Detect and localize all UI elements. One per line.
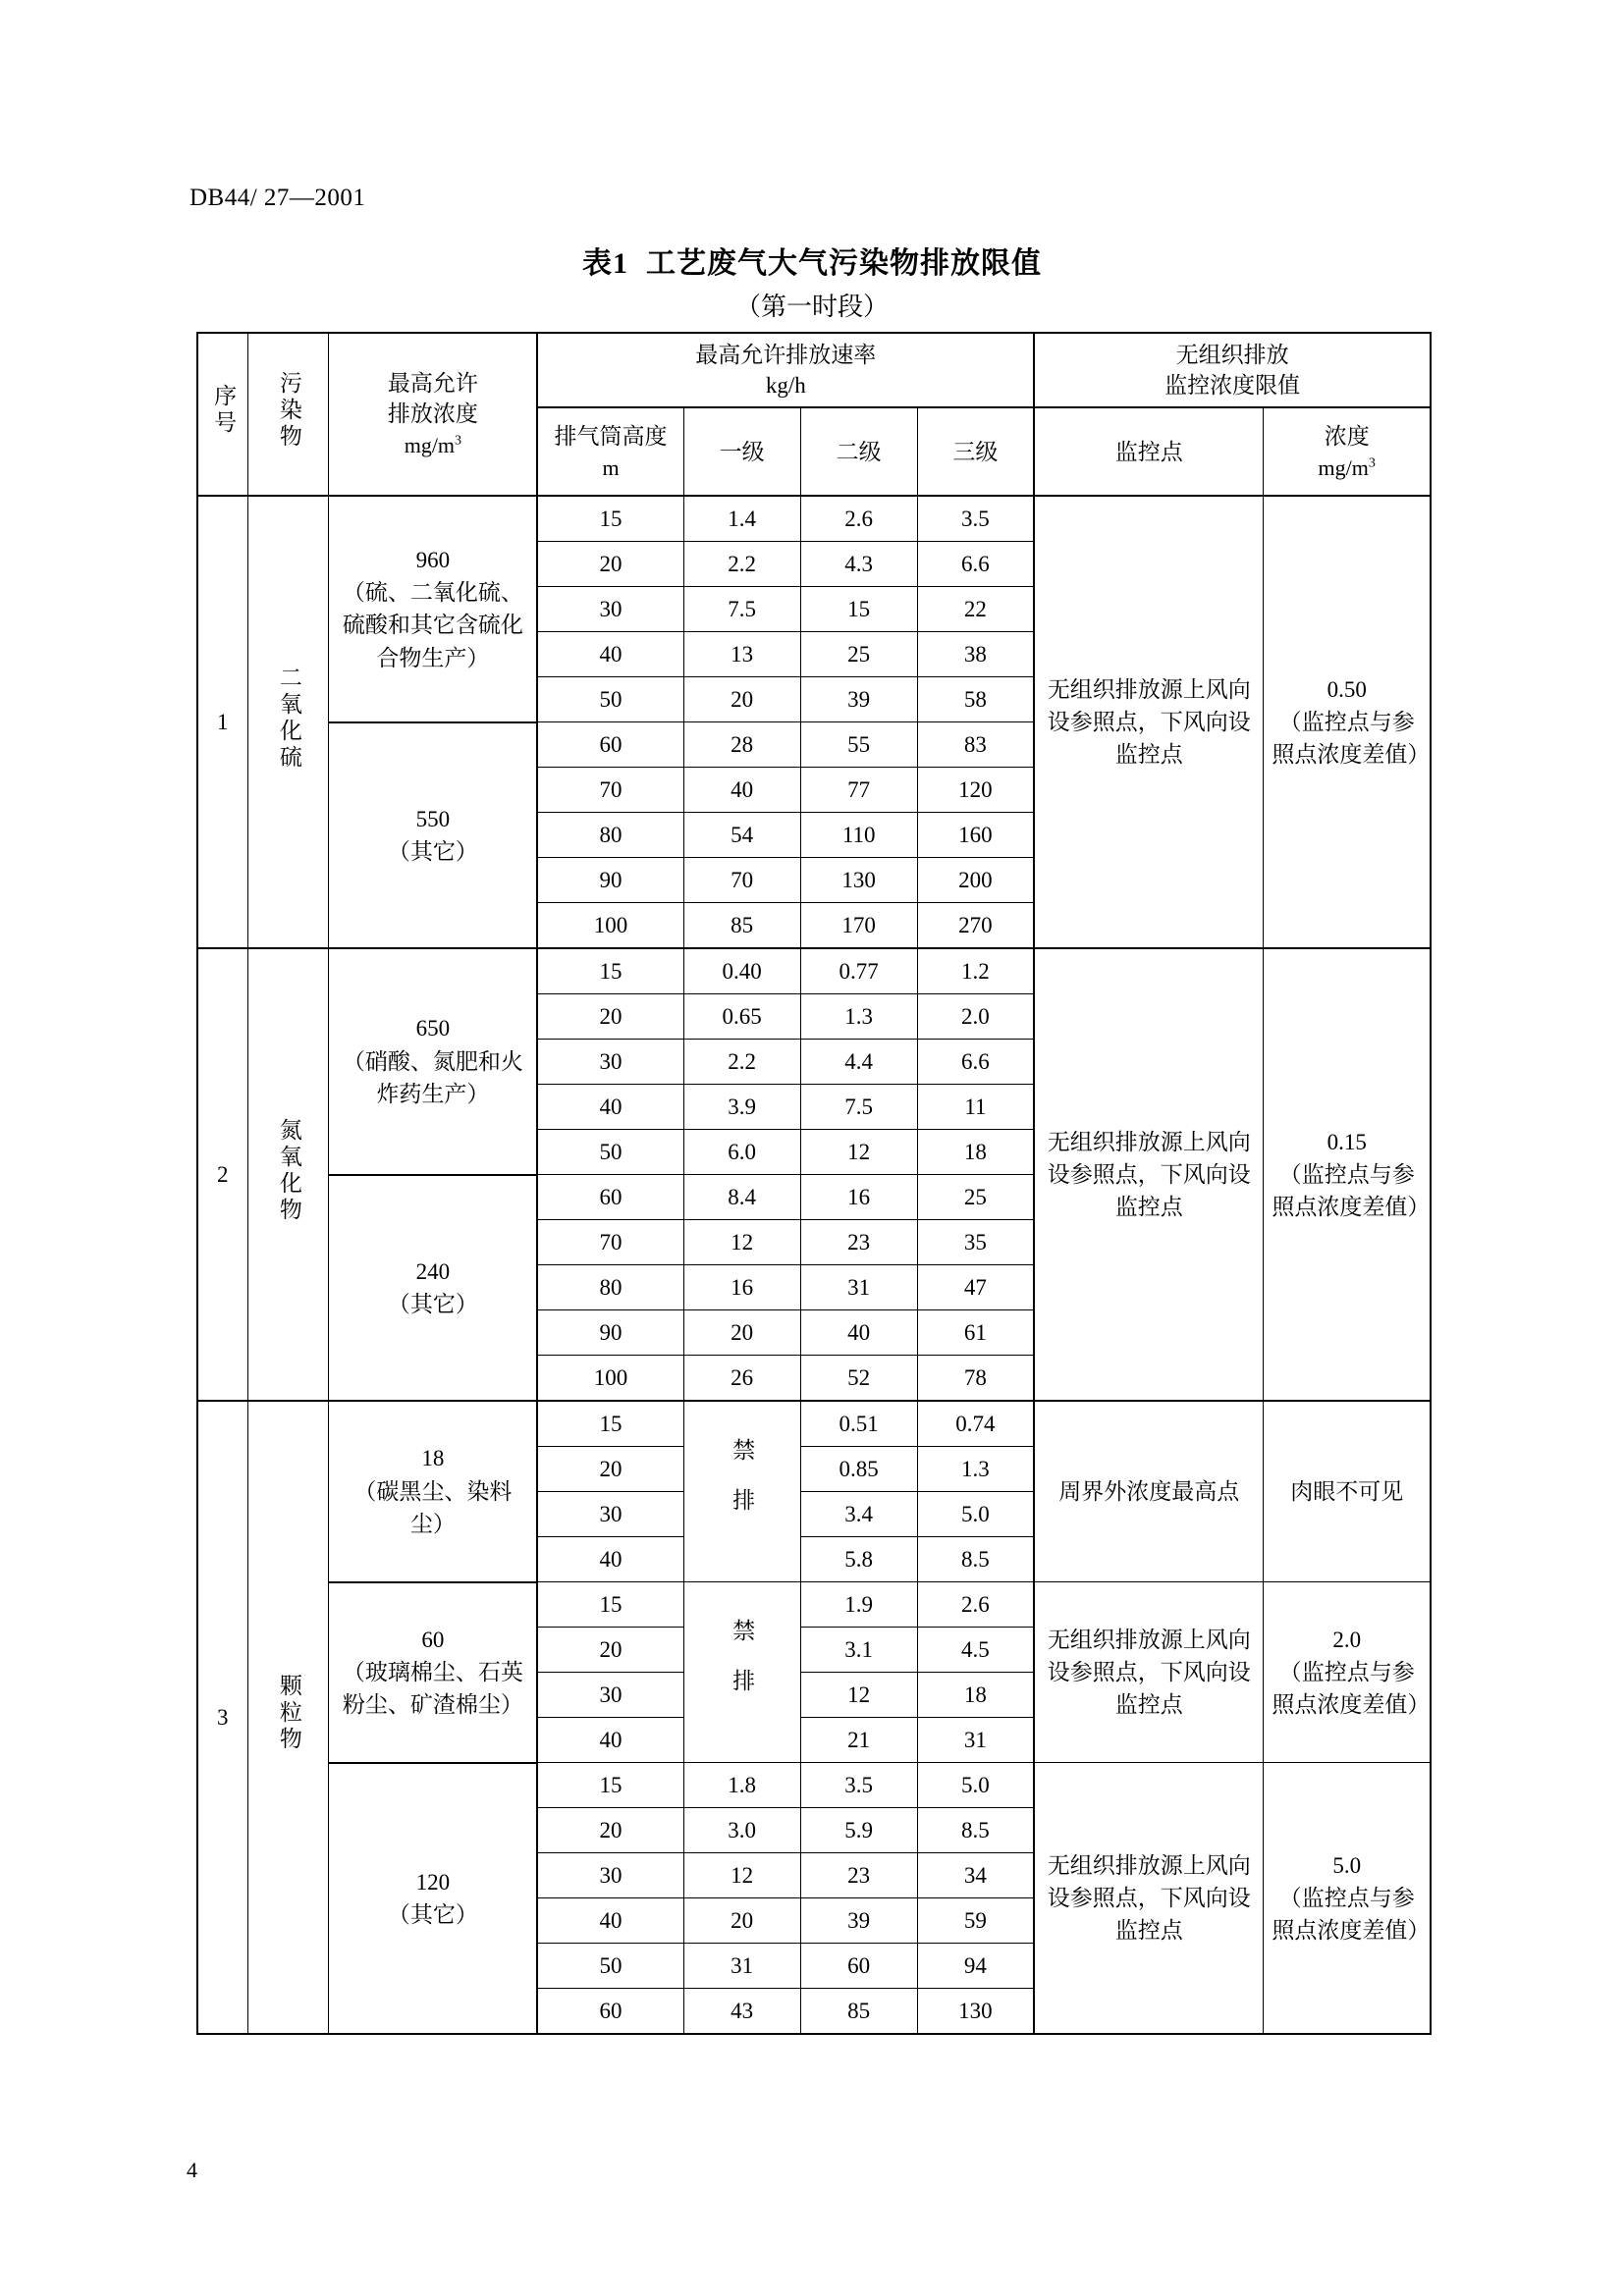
grade-1-value: 12 xyxy=(683,1853,800,1898)
header-max-rate-group: 最高允许排放速率 kg/h xyxy=(537,333,1034,407)
grade-1-value: 3.9 xyxy=(683,1085,800,1130)
grade-3-value: 5.0 xyxy=(917,1492,1034,1537)
grade-3-value: 2.0 xyxy=(917,994,1034,1040)
grade-3-value: 270 xyxy=(917,903,1034,949)
monitor-point-description: 无组织排放源上风向设参照点，下风向设监控点 xyxy=(1034,496,1264,948)
grade-2-value: 5.9 xyxy=(800,1808,917,1853)
concentration-limit-cell: 240 （其它） xyxy=(329,1175,538,1402)
grade-3-value: 6.6 xyxy=(917,542,1034,587)
grade-2-value: 2.6 xyxy=(800,496,917,542)
grade-2-value: 25 xyxy=(800,632,917,677)
stack-height-value: 40 xyxy=(537,1898,683,1944)
grade-1-value: 16 xyxy=(683,1265,800,1310)
fugitive-concentration-limit: 肉眼不可见 xyxy=(1264,1401,1431,1582)
monitor-point-description: 无组织排放源上风向设参照点，下风向设监控点 xyxy=(1034,948,1264,1401)
stack-height-value: 30 xyxy=(537,1492,683,1537)
fugitive-concentration-limit: 2.0 （监控点与参照点浓度差值） xyxy=(1264,1582,1431,1763)
grade-2-value: 23 xyxy=(800,1853,917,1898)
grade-2-value: 1.3 xyxy=(800,994,917,1040)
grade-2-value: 170 xyxy=(800,903,917,949)
page-title xyxy=(0,239,1624,282)
stack-height-value: 30 xyxy=(537,1673,683,1718)
row-sequence-number: 2 xyxy=(197,948,247,1401)
grade-2-value: 12 xyxy=(800,1673,917,1718)
concentration-limit-cell: 550 （其它） xyxy=(329,722,538,949)
row-sequence-number: 1 xyxy=(197,496,247,948)
grade-3-value: 160 xyxy=(917,813,1034,858)
grade-1-value: 8.4 xyxy=(683,1175,800,1220)
table-row xyxy=(197,1582,1431,1628)
stack-height-value: 30 xyxy=(537,1040,683,1085)
stack-height-value: 15 xyxy=(537,1582,683,1628)
grade-2-value: 1.9 xyxy=(800,1582,917,1628)
stack-height-value: 60 xyxy=(537,1989,683,2035)
stack-height-value: 30 xyxy=(537,1853,683,1898)
grade-2-value: 40 xyxy=(800,1310,917,1356)
concentration-limit-cell: 60 （玻璃棉尘、石英粉尘、矿渣棉尘） xyxy=(329,1582,538,1763)
stack-height-value: 50 xyxy=(537,1944,683,1989)
grade-1-value: 2.2 xyxy=(683,1040,800,1085)
grade-3-value: 3.5 xyxy=(917,496,1034,542)
stack-height-value: 15 xyxy=(537,496,683,542)
concentration-limit-cell: 120 （其它） xyxy=(329,1763,538,2035)
grade-1-value: 85 xyxy=(683,903,800,949)
grade-2-value: 60 xyxy=(800,1944,917,1989)
grade-3-value: 1.3 xyxy=(917,1447,1034,1492)
stack-height-value: 20 xyxy=(537,994,683,1040)
stack-height-value: 40 xyxy=(537,1085,683,1130)
grade-2-value: 7.5 xyxy=(800,1085,917,1130)
grade-3-value: 22 xyxy=(917,587,1034,632)
grade-2-value: 3.4 xyxy=(800,1492,917,1537)
row-sequence-number: 3 xyxy=(197,1401,247,2034)
header-monitor-point: 监控点 xyxy=(1034,407,1264,496)
grade-2-value: 23 xyxy=(800,1220,917,1265)
grade-1-value: 28 xyxy=(683,722,800,768)
monitor-point-description: 周界外浓度最高点 xyxy=(1034,1401,1264,1582)
header-stack-height: 排气筒高度 m xyxy=(537,407,683,496)
grade-1-value: 54 xyxy=(683,813,800,858)
standard-code: DB44/ 27—2001 xyxy=(189,185,366,211)
grade-1-value: 1.4 xyxy=(683,496,800,542)
header-max-concentration: 最高允许 排放浓度 $mg/m^3$ xyxy=(329,333,538,496)
stack-height-value: 20 xyxy=(537,1628,683,1673)
grade-3-value: 18 xyxy=(917,1130,1034,1175)
grade-3-value: 2.6 xyxy=(917,1582,1034,1628)
grade-1-value: 0.40 xyxy=(683,948,800,994)
grade-3-value: 8.5 xyxy=(917,1537,1034,1582)
grade-2-value: 110 xyxy=(800,813,917,858)
stack-height-value: 40 xyxy=(537,632,683,677)
grade-1-value: 13 xyxy=(683,632,800,677)
stack-height-value: 40 xyxy=(537,1537,683,1582)
grade-3-value: 18 xyxy=(917,1673,1034,1718)
stack-height-value: 15 xyxy=(537,1401,683,1447)
grade-1-value: 20 xyxy=(683,677,800,722)
grade-3-value: 120 xyxy=(917,768,1034,813)
table-number: 表1 xyxy=(582,247,628,280)
grade-1-value: 3.0 xyxy=(683,1808,800,1853)
grade-1-value: 20 xyxy=(683,1898,800,1944)
grade-2-value: 0.51 xyxy=(800,1401,917,1447)
grade-2-value: 4.4 xyxy=(800,1040,917,1085)
header-pollutant: 污染物 xyxy=(247,333,329,496)
grade-2-value: 4.3 xyxy=(800,542,917,587)
stack-height-value: 30 xyxy=(537,587,683,632)
grade-3-value: 31 xyxy=(917,1718,1034,1763)
header-grade-2: 二级 xyxy=(800,407,917,496)
stack-height-value: 70 xyxy=(537,768,683,813)
grade-2-value: 39 xyxy=(800,677,917,722)
header-seq: 序号 xyxy=(197,333,247,496)
table-title-text: 工艺废气大气污染物排放限值 xyxy=(646,247,1042,280)
grade-1-value: 70 xyxy=(683,858,800,903)
grade-1-value: 0.65 xyxy=(683,994,800,1040)
stack-height-value: 50 xyxy=(537,1130,683,1175)
page-number: 4 xyxy=(187,2158,197,2182)
grade-2-value: 15 xyxy=(800,587,917,632)
table-row xyxy=(197,1401,1431,1447)
grade-2-value: 0.77 xyxy=(800,948,917,994)
header-fugitive-group: 无组织排放 监控浓度限值 xyxy=(1034,333,1431,407)
grade-1-value: 禁排 xyxy=(683,1582,800,1763)
grade-3-value: 25 xyxy=(917,1175,1034,1220)
grade-3-value: 59 xyxy=(917,1898,1034,1944)
stack-height-value: 20 xyxy=(537,542,683,587)
fugitive-concentration-limit: 5.0 （监控点与参照点浓度差值） xyxy=(1264,1763,1431,2035)
concentration-limit-cell: 650 （硝酸、氮肥和火炸药生产） xyxy=(329,948,538,1175)
stack-height-value: 60 xyxy=(537,722,683,768)
stack-height-value: 20 xyxy=(537,1447,683,1492)
grade-3-value: 200 xyxy=(917,858,1034,903)
grade-2-value: 12 xyxy=(800,1130,917,1175)
grade-3-value: 8.5 xyxy=(917,1808,1034,1853)
grade-1-value: 2.2 xyxy=(683,542,800,587)
header-grade-3: 三级 xyxy=(917,407,1034,496)
stack-height-value: 70 xyxy=(537,1220,683,1265)
grade-3-value: 38 xyxy=(917,632,1034,677)
table-row xyxy=(197,333,1431,407)
fugitive-concentration-limit: 0.50 （监控点与参照点浓度差值） xyxy=(1264,496,1431,948)
stack-height-value: 15 xyxy=(537,948,683,994)
stack-height-value: 100 xyxy=(537,903,683,949)
grade-2-value: 5.8 xyxy=(800,1537,917,1582)
header-fugitive-conc: 浓度 $mg/m^3$ xyxy=(1264,407,1431,496)
row-pollutant-name: 二氧化硫 xyxy=(247,496,329,948)
grade-2-value: 85 xyxy=(800,1989,917,2035)
stack-height-value: 50 xyxy=(537,677,683,722)
stack-height-value: 20 xyxy=(537,1808,683,1853)
grade-2-value: 0.85 xyxy=(800,1447,917,1492)
grade-1-value: 1.8 xyxy=(683,1763,800,1808)
grade-2-value: 77 xyxy=(800,768,917,813)
table-subtitle: （第一时段） xyxy=(734,293,889,321)
grade-1-value: 6.0 xyxy=(683,1130,800,1175)
grade-3-value: 4.5 xyxy=(917,1628,1034,1673)
grade-3-value: 1.2 xyxy=(917,948,1034,994)
grade-3-value: 78 xyxy=(917,1356,1034,1402)
table-row xyxy=(197,496,1431,542)
grade-3-value: 94 xyxy=(917,1944,1034,1989)
monitor-point-description: 无组织排放源上风向设参照点，下风向设监控点 xyxy=(1034,1763,1264,2035)
stack-height-value: 100 xyxy=(537,1356,683,1402)
grade-2-value: 52 xyxy=(800,1356,917,1402)
stack-height-value: 80 xyxy=(537,1265,683,1310)
grade-1-value: 12 xyxy=(683,1220,800,1265)
concentration-limit-cell: 960 （硫、二氧化硫、硫酸和其它含硫化合物生产） xyxy=(329,496,538,722)
grade-3-value: 61 xyxy=(917,1310,1034,1356)
grade-1-value: 7.5 xyxy=(683,587,800,632)
stack-height-value: 40 xyxy=(537,1718,683,1763)
grade-2-value: 3.1 xyxy=(800,1628,917,1673)
grade-2-value: 130 xyxy=(800,858,917,903)
monitor-point-description: 无组织排放源上风向设参照点，下风向设监控点 xyxy=(1034,1582,1264,1763)
grade-2-value: 21 xyxy=(800,1718,917,1763)
grade-3-value: 58 xyxy=(917,677,1034,722)
stack-height-value: 60 xyxy=(537,1175,683,1220)
grade-1-value: 40 xyxy=(683,768,800,813)
grade-1-value: 20 xyxy=(683,1310,800,1356)
grade-3-value: 47 xyxy=(917,1265,1034,1310)
grade-3-value: 35 xyxy=(917,1220,1034,1265)
row-pollutant-name: 氮氧化物 xyxy=(247,948,329,1401)
grade-3-value: 0.74 xyxy=(917,1401,1034,1447)
grade-2-value: 3.5 xyxy=(800,1763,917,1808)
grade-3-value: 6.6 xyxy=(917,1040,1034,1085)
grade-2-value: 16 xyxy=(800,1175,917,1220)
row-pollutant-name: 颗粒物 xyxy=(247,1401,329,2034)
grade-3-value: 11 xyxy=(917,1085,1034,1130)
grade-3-value: 5.0 xyxy=(917,1763,1034,1808)
fugitive-concentration-limit: 0.15 （监控点与参照点浓度差值） xyxy=(1264,948,1431,1401)
header-grade-1: 一级 xyxy=(683,407,800,496)
grade-3-value: 83 xyxy=(917,722,1034,768)
stack-height-value: 80 xyxy=(537,813,683,858)
grade-2-value: 55 xyxy=(800,722,917,768)
grade-1-value: 26 xyxy=(683,1356,800,1402)
concentration-limit-cell: 18 （碳黑尘、染料尘） xyxy=(329,1401,538,1582)
grade-3-value: 130 xyxy=(917,1989,1034,2035)
grade-3-value: 34 xyxy=(917,1853,1034,1898)
table-row xyxy=(197,948,1431,994)
emission-limits-table xyxy=(196,332,1432,2035)
grade-1-value: 31 xyxy=(683,1944,800,1989)
table-row xyxy=(197,1763,1431,1808)
grade-2-value: 31 xyxy=(800,1265,917,1310)
grade-1-value: 禁排 xyxy=(683,1401,800,1582)
stack-height-value: 90 xyxy=(537,858,683,903)
grade-1-value: 43 xyxy=(683,1989,800,2035)
grade-2-value: 39 xyxy=(800,1898,917,1944)
stack-height-value: 15 xyxy=(537,1763,683,1808)
stack-height-value: 90 xyxy=(537,1310,683,1356)
